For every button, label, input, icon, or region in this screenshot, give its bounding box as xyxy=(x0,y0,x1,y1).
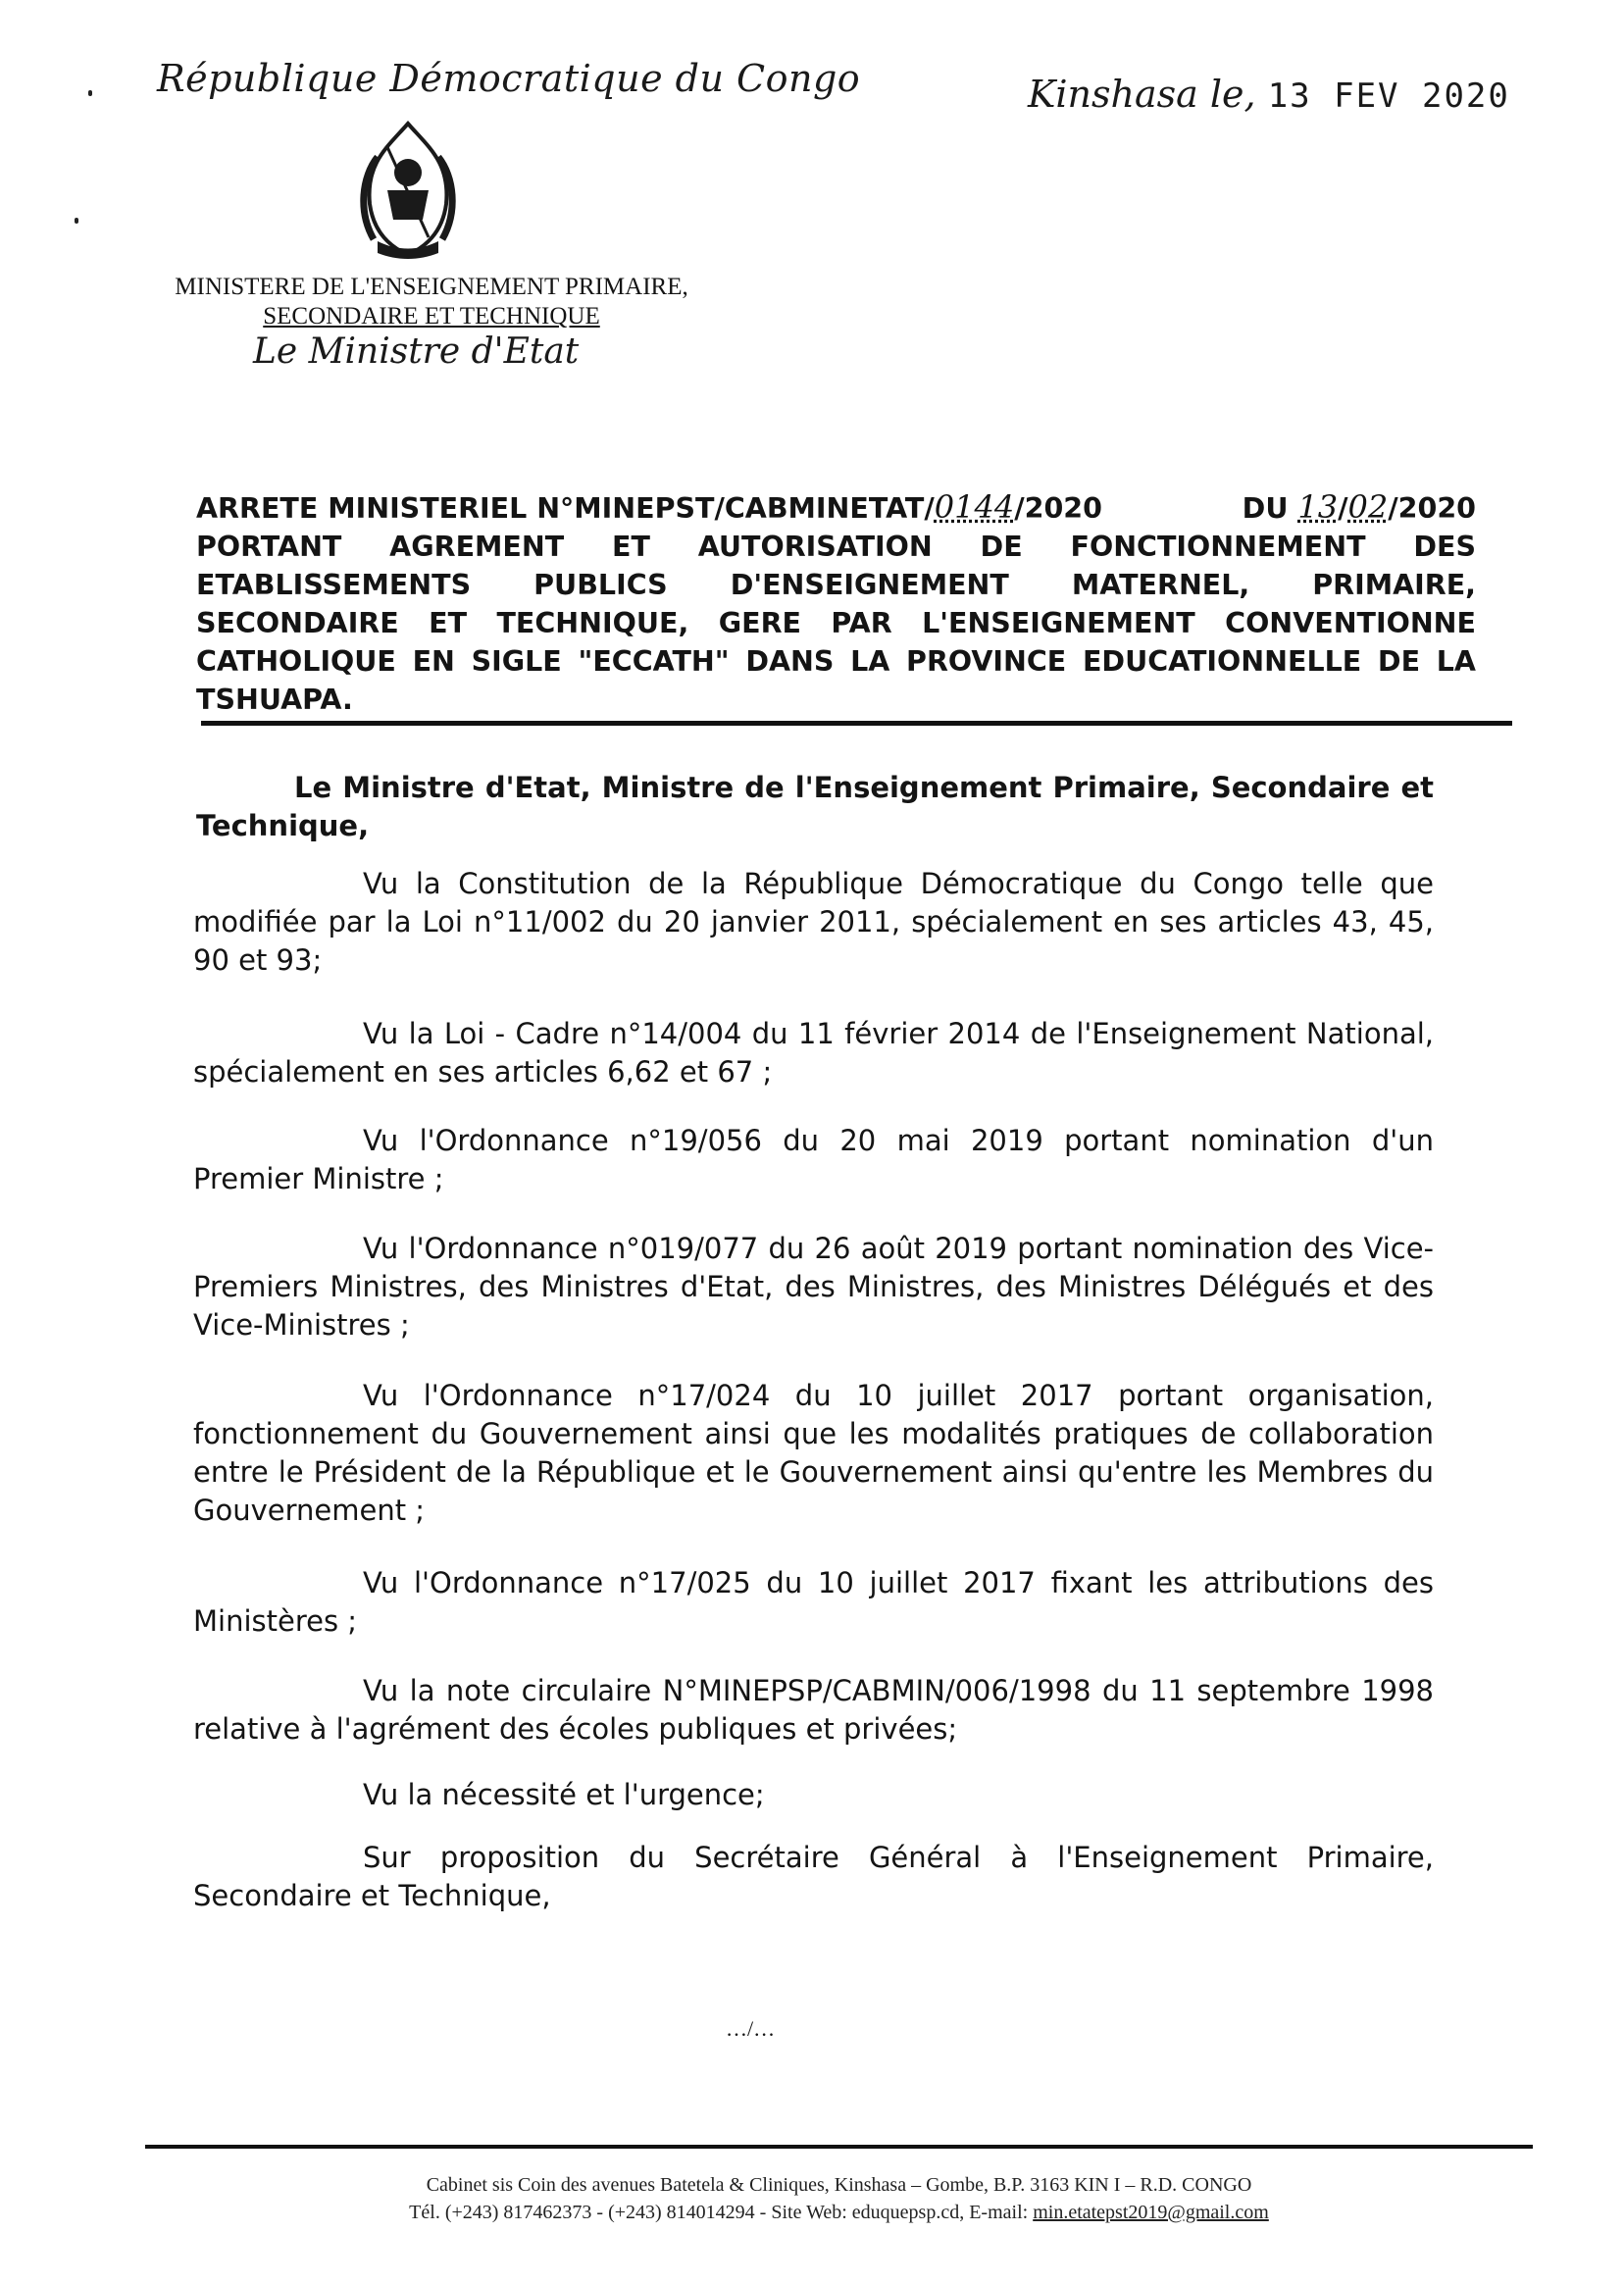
footer-contacts: Tél. (+243) 817462373 - (+243) 814014294 - Site Web: eduquepsp.cd, E-mail: min.etatepst2019@gmail.com xyxy=(409,2202,1269,2223)
coat-of-arms-emblem xyxy=(348,118,468,263)
divider-rule xyxy=(201,721,1512,726)
minister-intro: Le Ministre d'Etat, Ministre de l'Enseignement Primaire, Secondaire et Technique, xyxy=(196,771,1434,842)
ministry-line2: SECONDAIRE ET TECHNIQUE xyxy=(263,303,600,330)
decree-title xyxy=(196,488,1476,719)
consideration-note-circulaire: Vu la note circulaire N°MINEPSP/CABMIN/006/1998 du 11 septembre 1998 relative à l'agrément des écoles publiques et privées; xyxy=(193,1674,1434,1746)
republic-name: République Démocratique du Congo xyxy=(157,57,861,100)
footer-rule xyxy=(145,2145,1533,2149)
consideration-ordonnance-ministres: Vu l'Ordonnance n°019/077 du 26 août 2019 portant nomination des Vice-Premiers Ministres, des Ministres d'Etat, des Ministres, des Ministres Délégués et des Vice-Ministres ; xyxy=(193,1232,1434,1342)
margin-mark xyxy=(88,90,92,96)
consideration-proposition: Sur proposition du Secrétaire Général à l'Enseignement Primaire, Secondaire et Technique, xyxy=(193,1841,1434,1912)
consideration-loi-cadre: Vu la Loi - Cadre n°14/004 du 11 février 2014 de l'Enseignement National, spécialement en ses articles 6,62 et 67 ; xyxy=(193,1017,1434,1089)
place-date xyxy=(1028,73,1510,116)
place-label: Kinshasa le, xyxy=(1028,73,1256,116)
consideration-ordonnance-attributions: Vu l'Ordonnance n°17/025 du 10 juillet 2017 fixant les attributions des Ministères ; xyxy=(193,1566,1434,1638)
margin-mark xyxy=(75,218,78,224)
consideration-ordonnance-organisation: Vu l'Ordonnance n°17/024 du 10 juillet 2017 portant organisation, fonctionnement du Gouvernement ainsi que les modalités pratiques de collaboration entre le Président de la République et le Gouvernement ainsi qu'entre les Membres du Gouvernement ; xyxy=(193,1379,1434,1527)
decree-subject: PORTANT AGREMENT ET AUTORISATION DE FONCTIONNEMENT DES ETABLISSEMENTS PUBLICS D'ENSEIGNEMENT MATERNEL, PRIMAIRE, SECONDAIRE ET TECHNIQUE, GERE PAR L'ENSEIGNEMENT CONVENTIONNE CATHOLIQUE EN SIGLE "ECCATH" DANS LA PROVINCE EDUCATIONNELLE DE LA TSHUAPA. xyxy=(196,531,1476,716)
footer-email-link[interactable]: min.etatepst2019@gmail.com xyxy=(1033,2202,1269,2223)
page-continuation: …/… xyxy=(726,2016,776,2041)
handwritten-month: 02 xyxy=(1347,488,1389,526)
ministry-block xyxy=(147,273,716,331)
consideration-urgence: Vu la nécessité et l'urgence; xyxy=(363,1778,765,1811)
ministry-line1: MINISTERE DE L'ENSEIGNEMENT PRIMAIRE, xyxy=(175,274,688,300)
decree-date: DU 13/02/2020 xyxy=(1242,488,1476,526)
handwritten-day: 13 xyxy=(1297,488,1339,526)
consideration-ordonnance-premier-ministre: Vu l'Ordonnance n°19/056 du 20 mai 2019 portant nomination d'un Premier Ministre ; xyxy=(193,1124,1434,1195)
minister-title: Le Ministre d'Etat xyxy=(253,331,580,372)
decree-reference xyxy=(196,488,1476,528)
handwritten-number: 0144 xyxy=(934,488,1015,526)
consideration-constitution: Vu la Constitution de la République Démocratique du Congo telle que modifiée par la Loi n°11/002 du 20 janvier 2011, spécialement en ses articles 43, 45, 90 et 93; xyxy=(193,867,1434,977)
footer xyxy=(145,2171,1533,2226)
footer-address: Cabinet sis Coin des avenues Batetela & Cliniques, Kinshasa – Gombe, B.P. 3163 KIN I – R.D. CONGO xyxy=(426,2174,1252,2196)
decree-number: ARRETE MINISTERIEL N°MINEPST/CABMINETAT/0144/2020 xyxy=(196,488,1102,526)
date-stamp: 13 FEV 2020 xyxy=(1267,76,1510,116)
